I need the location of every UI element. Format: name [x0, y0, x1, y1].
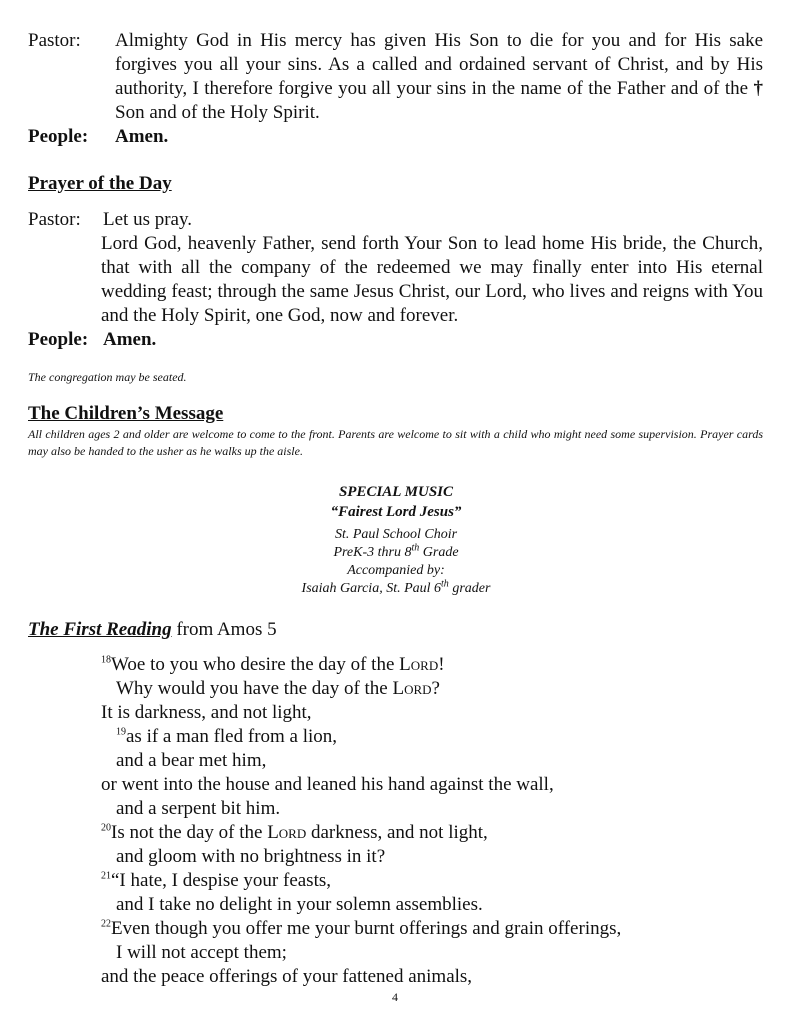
verse-number: 20: [101, 822, 111, 834]
verse-text: and a serpent bit him.: [116, 798, 281, 819]
accompanist-text: Isaiah Garcia, St. Paul 6: [301, 581, 442, 596]
verse-text: Woe to you who desire the day of the: [111, 654, 400, 675]
verse-text: or went into the house and leaned his hand against the wall,: [101, 774, 554, 795]
absolution-text: [115, 29, 763, 125]
divine-name: Lord: [399, 654, 439, 675]
absolution-text-part-1: Almighty God in His mercy has given His Son to die for you and for His sake forgives you all your sins. As a called and ordained servant of Christ, and by His authority, I therefore forgive you all your sins in the name of the Father and of the: [115, 30, 763, 99]
special-music-title: SPECIAL MUSIC: [338, 484, 454, 500]
verse-line: [101, 821, 488, 845]
verse-text: Is not the day of the: [111, 822, 268, 843]
verse-line: [101, 701, 312, 725]
verse-line: [101, 965, 472, 989]
verse-text: and a bear met him,: [116, 750, 267, 771]
verse-number: 22: [101, 918, 111, 930]
special-music-accompanist: [196, 580, 596, 598]
seated-note: The congregation may be seated.: [28, 370, 187, 384]
special-music-grades: [196, 544, 596, 562]
verse-text: as if a man fled from a lion,: [126, 726, 338, 747]
verse-text-end: !: [438, 654, 445, 675]
verse-text: It is darkness, and not light,: [101, 702, 312, 723]
verse-text: “I hate, I despise your feasts,: [111, 870, 332, 891]
prayer-response-speaker: People:: [28, 329, 89, 350]
first-reading-title: The First Reading: [28, 619, 172, 640]
verse-text-end: darkness, and not light,: [306, 822, 488, 843]
special-music-accompanied: Accompanied by:: [347, 563, 445, 578]
absolution-text-part-2: Son and of the Holy Spirit.: [115, 102, 320, 123]
grades-suffix: Grade: [419, 545, 459, 560]
prayer-speaker: Pastor:: [28, 209, 81, 230]
verse-line: [101, 869, 331, 893]
verse-number: 19: [116, 726, 126, 738]
verse-line: [116, 677, 440, 701]
page-number: 4: [392, 990, 398, 1004]
accompanist-superscript: th: [441, 578, 449, 590]
prayer-response: Amen.: [103, 329, 157, 350]
verse-text: Why would you have the day of the: [116, 678, 393, 699]
childrens-message-heading: The Children’s Message: [28, 403, 224, 424]
verse-line: [101, 773, 554, 797]
first-reading-source: from Amos 5: [171, 619, 277, 640]
absolution-speaker: Pastor:: [28, 30, 81, 51]
cross-icon: †: [753, 78, 763, 99]
verse-number: 18: [101, 654, 111, 666]
verse-text: and gloom with no brightness in it?: [116, 846, 386, 867]
divine-name: Lord: [392, 678, 432, 699]
verse-line: [116, 845, 385, 869]
divine-name: Lord: [267, 822, 307, 843]
verse-text: and I take no delight in your solemn assemblies.: [116, 894, 483, 915]
verse-text: and the peace offerings of your fattened animals,: [101, 966, 473, 987]
verse-line: [116, 893, 483, 917]
childrens-message-note: All children ages 2 and older are welcome to come to the front. Parents are welcome to sit with a child who might need some supervision. Prayer cards may also be handed to the usher as he walks up the aisle.: [28, 427, 763, 458]
verse-line: [101, 917, 621, 941]
grades-text: PreK-3 thru 8: [333, 545, 412, 560]
special-music-choir: St. Paul School Choir: [334, 527, 458, 542]
prayer-invitation: Let us pray.: [103, 209, 192, 230]
verse-line: [101, 653, 445, 677]
prayer-heading: Prayer of the Day: [28, 173, 172, 194]
accompanist-suffix: grader: [448, 581, 491, 596]
grades-superscript: th: [411, 542, 420, 554]
prayer-text: Lord God, heavenly Father, send forth Your Son to lead home His bride, the Church, that with all the company of the redeemed we may finally enter into His eternal wedding feast; through the same Jesus Christ, our Lord, who lives and reigns with You and the Holy Spirit, one God, now and forever.: [101, 233, 763, 326]
verse-line: [116, 941, 287, 965]
absolution-response: Amen.: [115, 126, 169, 147]
first-reading-heading: [28, 618, 277, 642]
verse-text: I will not accept them;: [116, 942, 287, 963]
verse-line: [116, 725, 337, 749]
verse-text-end: ?: [431, 678, 440, 699]
special-music-song: “Fairest Lord Jesus”: [330, 504, 462, 520]
verse-number: 21: [101, 870, 111, 882]
verse-line: [116, 749, 266, 773]
verse-line: [116, 797, 280, 821]
absolution-response-speaker: People:: [28, 126, 89, 147]
verse-text: Even though you offer me your burnt offerings and grain offerings,: [111, 918, 622, 939]
